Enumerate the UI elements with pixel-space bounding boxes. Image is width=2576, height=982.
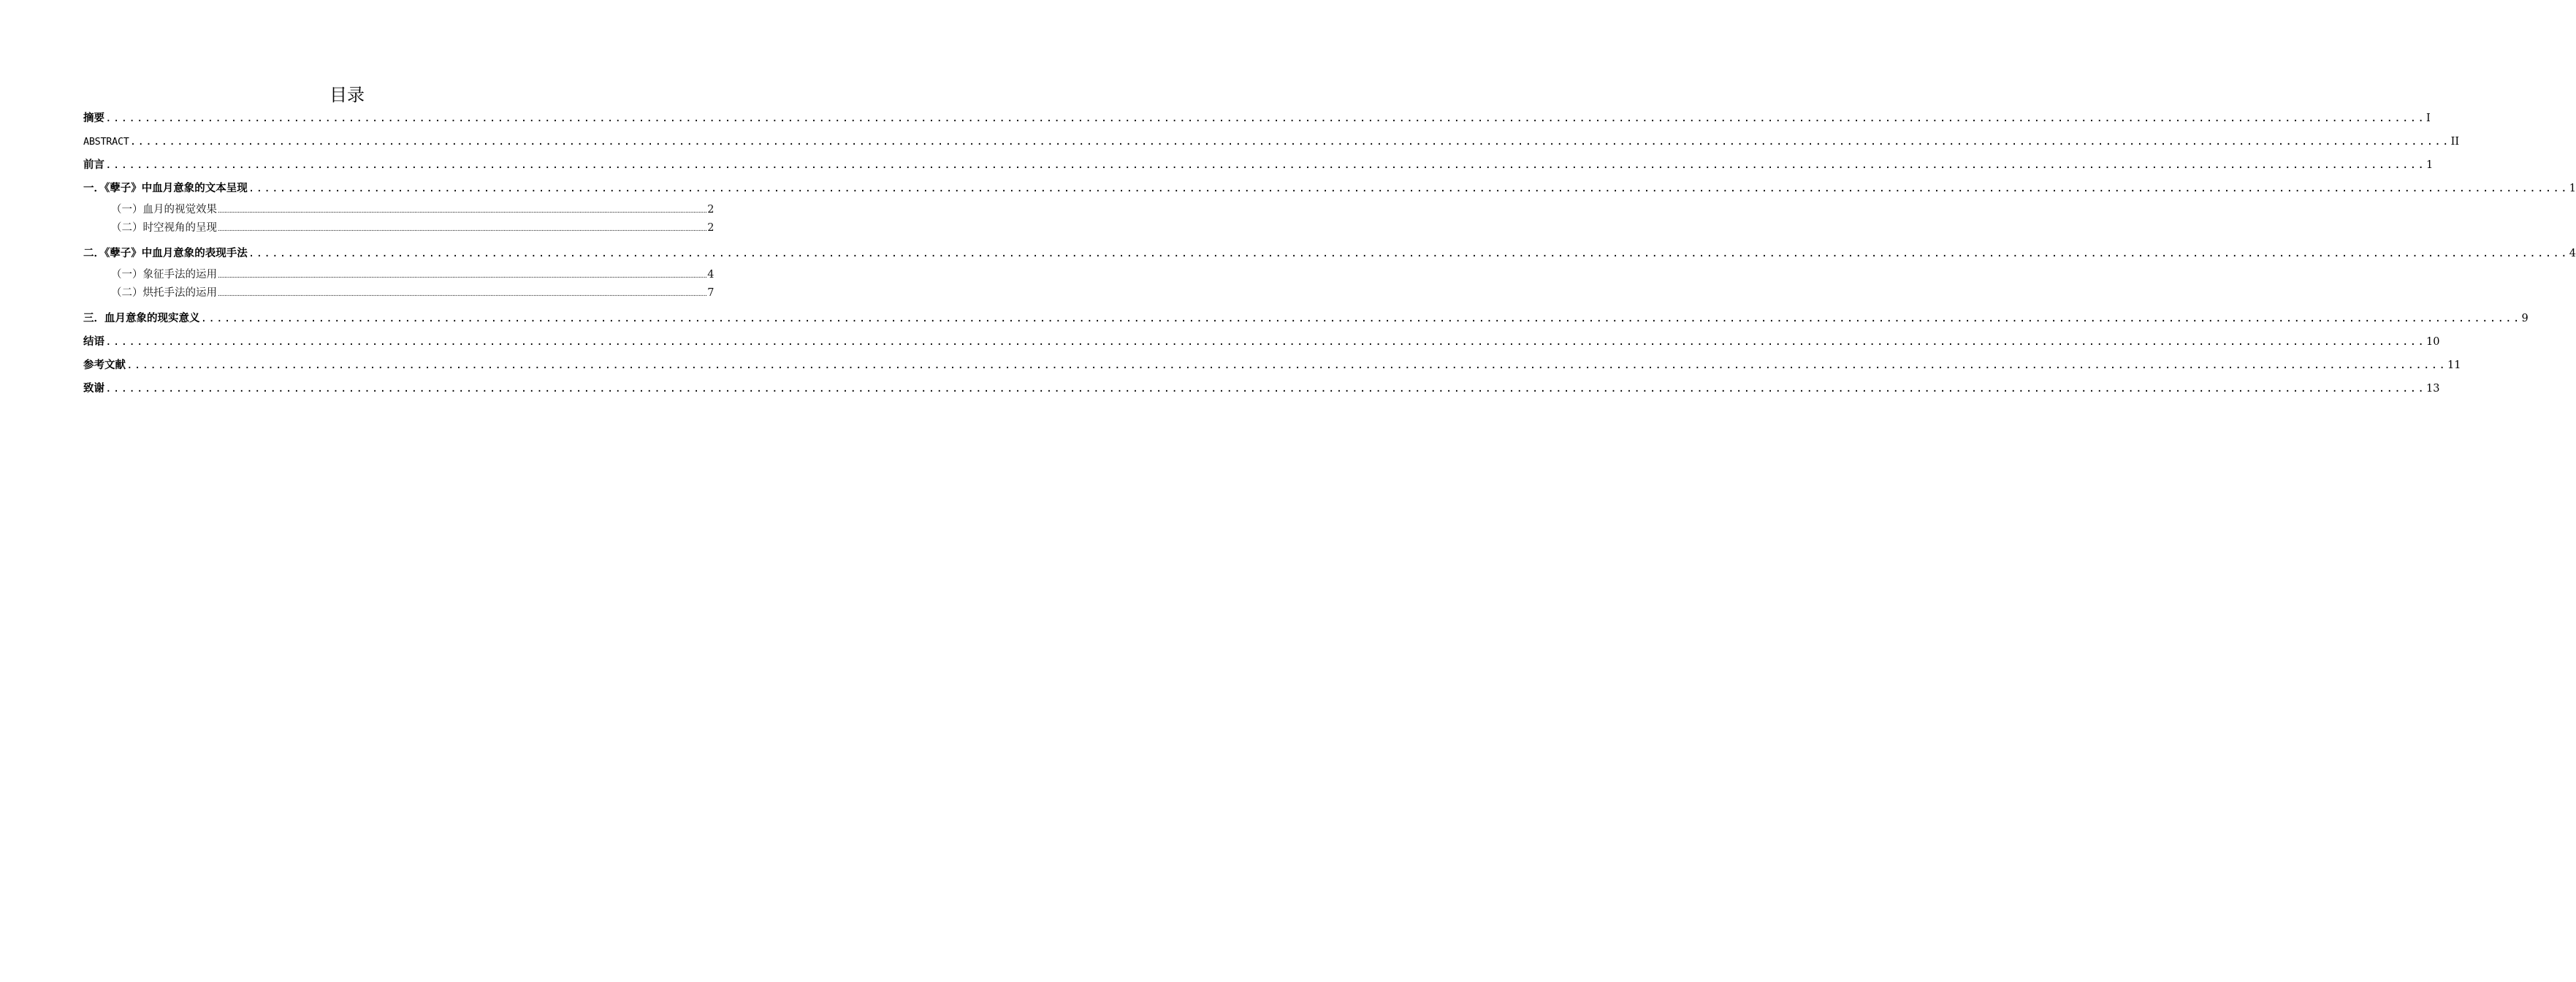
dot-leader: ........................................................................................................................................................................................................................................................................................................ (218, 291, 707, 298)
dot-leader: ........................................................................................................................................................................................................................................................................................................ (248, 248, 2569, 259)
toc-entry-page: 1 (2426, 159, 2434, 171)
table-of-contents (83, 107, 2576, 400)
toc-entry-abstract-en[interactable] (83, 130, 2460, 153)
toc-entry-abstract-cn[interactable] (83, 107, 2431, 130)
toc-entry-section-2-2[interactable] (83, 284, 715, 302)
toc-entry-references[interactable] (83, 354, 2461, 377)
toc-entry-page: 1 (2569, 183, 2576, 194)
dot-leader: ........................................................................................................................................................................................................................................................................................................ (105, 113, 2426, 124)
toc-entry-label: 二．《孽子》中血月意象的表现手法 (83, 248, 248, 259)
toc-entry-section-2-1[interactable] (83, 266, 715, 284)
toc-entry-chapter-3[interactable] (83, 307, 2529, 330)
toc-entry-page: 7 (707, 287, 715, 299)
toc-entry-label: （一）血月的视觉效果 (111, 204, 217, 216)
toc-entry-label: 结语 (83, 336, 104, 348)
toc-entry-label: 致谢 (83, 383, 104, 395)
toc-entry-label: （一）象征手法的运用 (111, 269, 217, 281)
toc-entry-conclusion[interactable] (83, 330, 2440, 354)
toc-entry-page: 11 (2447, 359, 2461, 371)
toc-entry-chapter-2[interactable] (83, 242, 2576, 265)
dot-leader: ........................................................................................................................................................................................................................................................................................................ (248, 183, 2569, 194)
toc-entry-label: 摘要 (83, 113, 104, 124)
dot-leader: ........................................................................................................................................................................................................................................................................................................ (218, 273, 707, 280)
toc-entry-page: 2 (707, 222, 715, 234)
toc-entry-section-1-1[interactable] (83, 201, 715, 219)
toc-entry-page: I (2426, 113, 2431, 124)
toc-entry-page: 9 (2521, 313, 2529, 324)
toc-entry-page: 2 (707, 204, 715, 216)
toc-title: 目录 (329, 85, 365, 105)
dot-leader: ........................................................................................................................................................................................................................................................................................................ (105, 336, 2426, 348)
dot-leader: ........................................................................................................................................................................................................................................................................................................ (129, 136, 2450, 148)
toc-entry-label: 参考文献 (83, 359, 126, 371)
toc-entry-label: 一．《孽子》中血月意象的文本呈现 (83, 183, 248, 194)
toc-entry-page: 10 (2426, 336, 2440, 348)
toc-entry-chapter-1[interactable] (83, 177, 2576, 200)
dot-leader: ........................................................................................................................................................................................................................................................................................................ (218, 208, 707, 215)
toc-entry-label: 前言 (83, 159, 104, 171)
toc-entry-page: 4 (707, 269, 715, 281)
dot-leader: ........................................................................................................................................................................................................................................................................................................ (105, 159, 2426, 171)
dot-leader: ........................................................................................................................................................................................................................................................................................................ (126, 359, 2447, 371)
toc-entry-label: ABSTRACT (83, 136, 129, 148)
toc-entry-page: II (2450, 136, 2460, 148)
toc-entry-acknowledgements[interactable] (83, 377, 2440, 400)
toc-entry-label: 三．血月意象的现实意义 (83, 313, 200, 324)
dot-leader: ........................................................................................................................................................................................................................................................................................................ (218, 226, 707, 233)
toc-entry-section-1-2[interactable] (83, 219, 715, 237)
toc-entry-page: 13 (2426, 383, 2440, 395)
toc-entry-label: （二）烘托手法的运用 (111, 287, 217, 299)
toc-entry-preface[interactable] (83, 153, 2434, 177)
toc-entry-page: 4 (2569, 248, 2576, 259)
dot-leader: ........................................................................................................................................................................................................................................................................................................ (200, 313, 2521, 324)
dot-leader: ........................................................................................................................................................................................................................................................................................................ (105, 383, 2426, 395)
toc-entry-label: （二）时空视角的呈现 (111, 222, 217, 234)
